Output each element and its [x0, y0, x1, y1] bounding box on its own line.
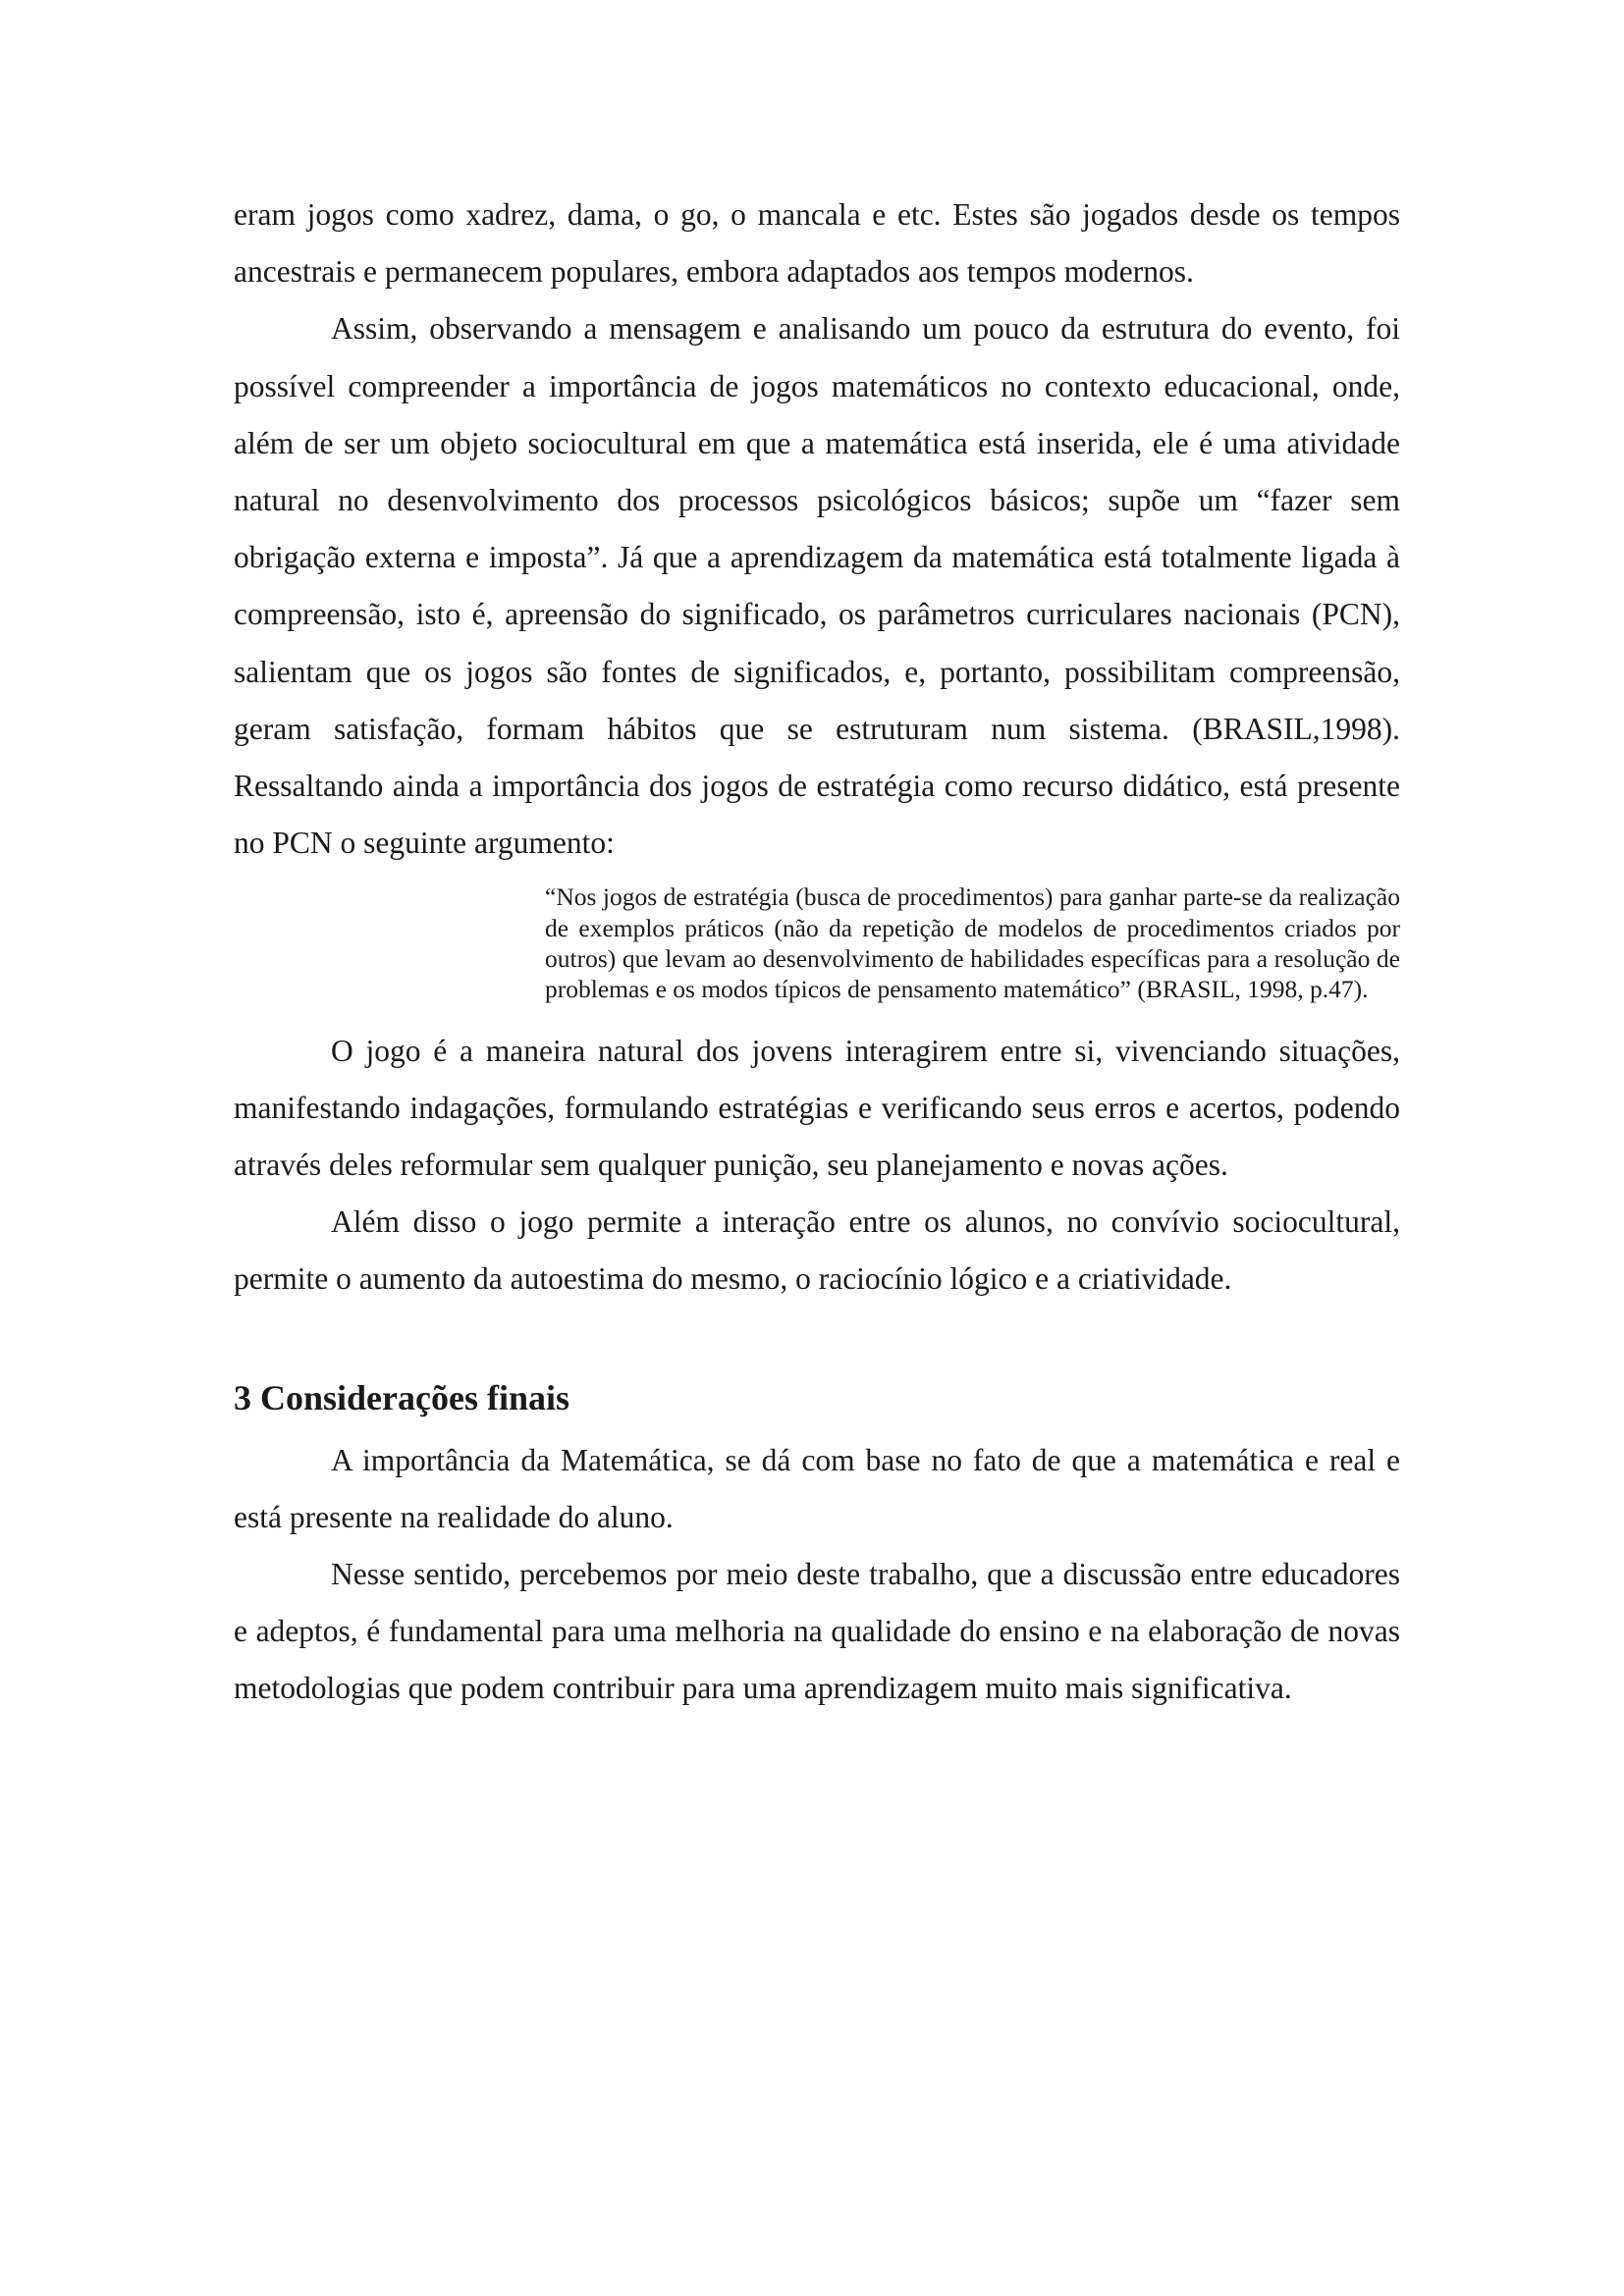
page-content	[234, 187, 1400, 1718]
paragraph-importancia: A importância da Matemática, se dá com base no fato de que a matemática e real e está presente na realidade do aluno.	[234, 1442, 1400, 1534]
block-quote: “Nos jogos de estratégia (busca de procedimentos) para ganhar parte-se da realização de exemplos práticos (não da repetição de modelos de procedimentos criados por outros) que levam ao desenvolvimento de habilidades específicas para a resolução de problemas e os modos típicos de pensamento matemático” (BRASIL, 1998, p.47).	[545, 882, 1400, 1004]
paragraph-interacao: Além disso o jogo permite a interação entre os alunos, no convívio sociocultural, permite o aumento da autoestima do mesmo, o raciocínio lógico e a criatividade.	[234, 1204, 1400, 1297]
paragraph-conclusao: Nesse sentido, percebemos por meio deste trabalho, que a discussão entre educadores e adeptos, é fundamental para uma melhoria na qualidade do ensino e na elaboração de novas metodologias que podem contribuir para uma aprendizagem muito mais significativa.	[234, 1557, 1400, 1706]
section-heading: 3 Considerações finais	[234, 1377, 569, 1417]
paragraph-jogo-natural: O jogo é a maneira natural dos jovens interagirem entre si, vivenciando situações, manifestando indagações, formulando estratégias e verificando seus erros e acertos, podendo através deles reformular sem qualquer punição, seu planejamento e novas ações.	[234, 1033, 1400, 1183]
paragraph-observando: Assim, observando a mensagem e analisando um pouco da estrutura do evento, foi possível compreender a importância de jogos matemáticos no contexto educacional, onde, além de ser um objeto sociocultural em que a matemática está inserida, ele é uma atividade natural no desenvolvimento dos processos psicológicos básicos; supõe um “fazer sem obrigação externa e imposta”. Já que a aprendizagem da matemática está totalmente ligada à compreensão, isto é, apreensão do significado, os parâmetros curriculares nacionais (PCN), salientam que os jogos são fontes de significados, e, portanto, possibilitam compreensão, geram satisfação, formam hábitos que se estruturam num sistema. (BRASIL,1998). Ressaltando ainda a importância dos jogos de estratégia como recurso didático, está presente no PCN o seguinte argumento:	[234, 311, 1400, 861]
paragraph-continuation: eram jogos como xadrez, dama, o go, o mancala e etc. Estes são jogados desde os tempos ancestrais e permanecem populares, embora adaptados aos tempos modernos.	[234, 197, 1400, 290]
